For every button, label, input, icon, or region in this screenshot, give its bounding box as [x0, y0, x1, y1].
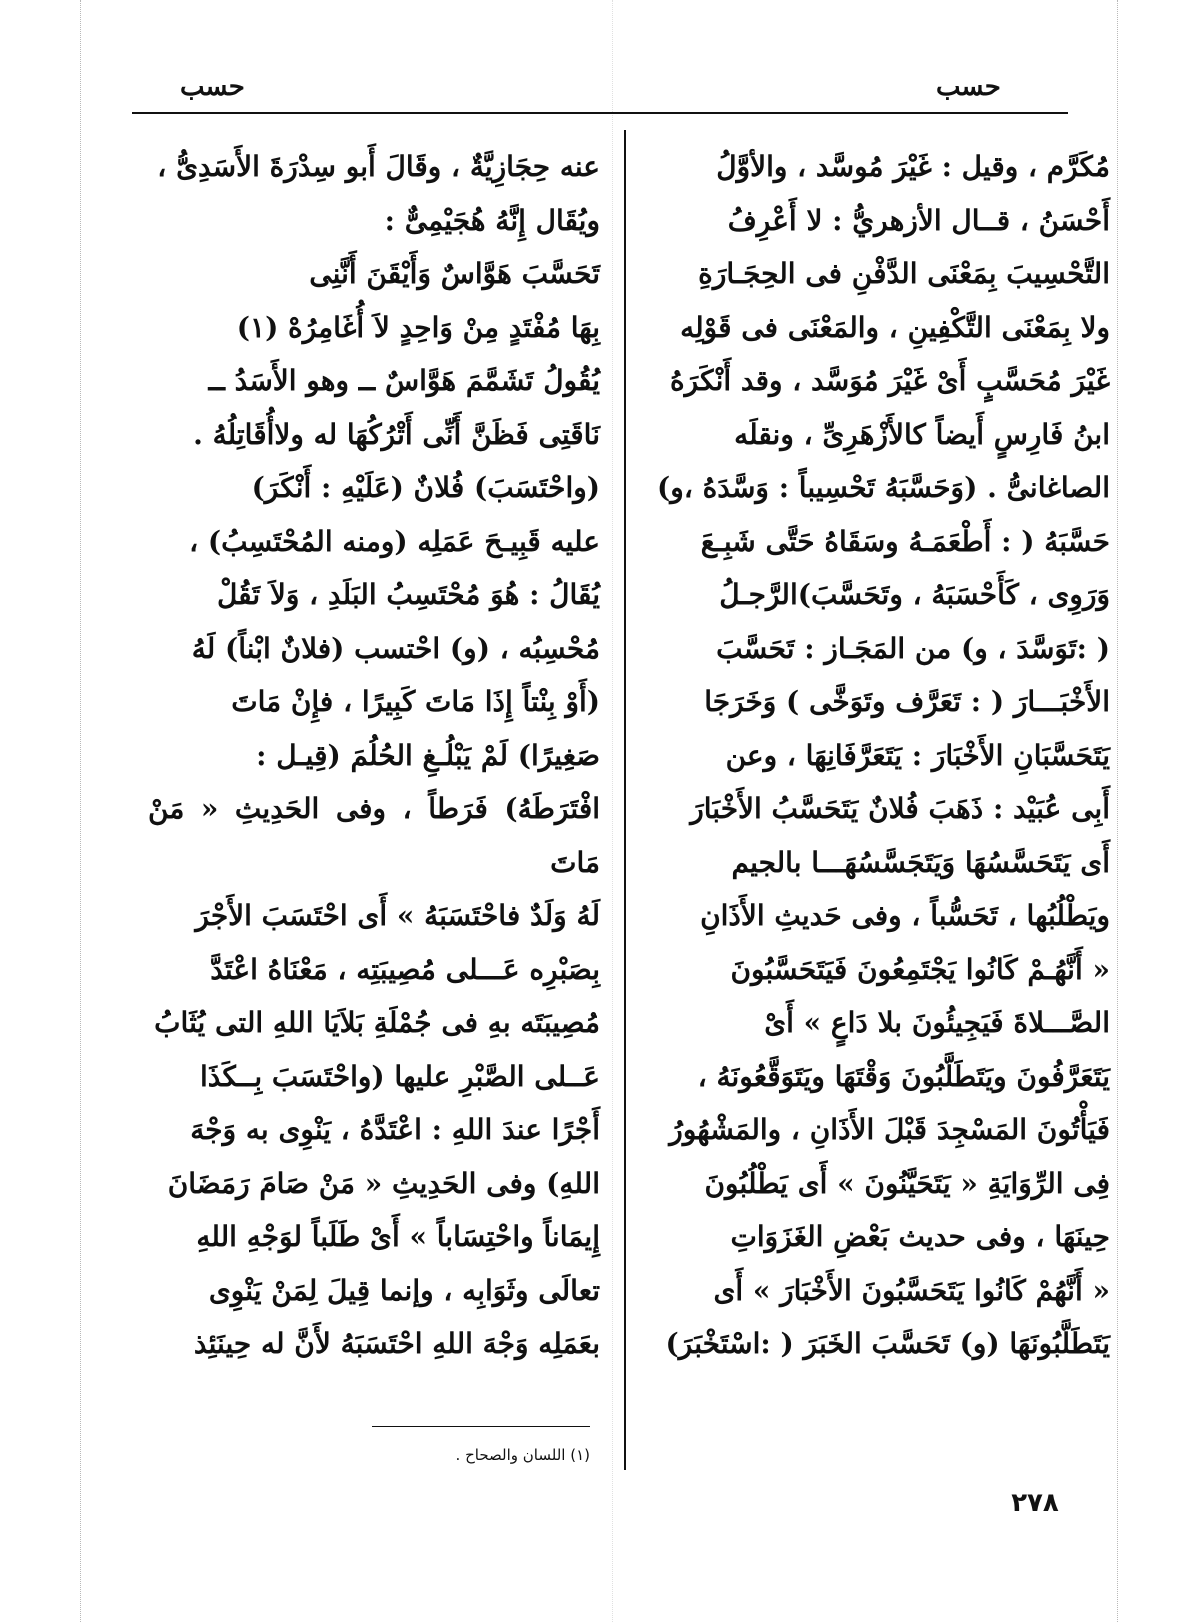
text-line: مُصِيبَتَه بهِ فى جُمْلَةِ بَلاَيَا اللهِ التى يُثَابُ: [154, 1006, 600, 1039]
text-line: حَسَّبَهُ ( : أَطْعَمَـهُ وسَقَاهُ حَتَّى شَبِـعَ: [700, 524, 1110, 558]
header-rule: [132, 112, 1068, 114]
running-header-right: حسب: [936, 72, 1001, 102]
text-line: يَتَحَسَّبَانِ الأَخْبَارَ : يَتَعَرَّفَانِهَا ، وعن: [725, 738, 1110, 772]
text-line: أَى يَتَحَسَّسُهَا وَيَتَجَسَّسُهَـــا بالجيم: [731, 845, 1110, 879]
text-line: « أَنَّهُمْ كَانُوا يَتَحَسَّبُونَ الأَخْبَارَ » أَى: [713, 1273, 1110, 1307]
text-line: صَغِيرًا) لَمْ يَبْلُـغِ الحُلُمَ (قِيـل :: [256, 738, 600, 772]
text-line: الأَخْبَـــارَ ( : تَعَرَّف وتَوَخَّى ) وَخَرَجَا: [704, 685, 1110, 718]
text-line: ويُقَال إِنَّهُ هُجَيْمِىٌّ :: [384, 203, 600, 237]
text-line: (واحْتَسَبَ) فُلانٌ (عَلَيْهِ : أَنْكَرَ): [251, 471, 600, 504]
text-line: عليه قَبِيـحَ عَمَلِه (ومنه المُحْتَسِبُ) ،: [189, 524, 600, 558]
text-line: عنه حِجَازِيَّةٌ ، وقَالَ أَبو سِدْرَةَ الأَسَدِىُّ ،: [157, 150, 600, 183]
text-line: ابنُ فَارِسٍ أَيضاً كالأَزْهَرِىِّ ، ونقلَه: [734, 417, 1110, 451]
text-line: (أَوْ بِنْتاً إِذَا مَاتَ كَبِيرًا ، فإِنْ مَاتَ: [231, 685, 600, 718]
text-line: أَجْرًا عندَ اللهِ : اعْتَدَّهُ ، يَنْوِى به وَجْهَ: [190, 1113, 600, 1146]
text-line: الصاغانىُّ . (وَحَسَّبَهُ تَحْسِيباً : وَسَّدَهُ ،و): [657, 471, 1110, 504]
text-line: يَتَعَرَّفُونَ ويَتَطَلَّبُونَ وَقْتَهَا ويَتَوَقَّعُونَهُ ،: [697, 1059, 1110, 1093]
text-line: تَحَسَّبَ هَوَّاسٌ وَأَيْقَنَ أَنَّنِى: [309, 257, 600, 290]
text-line: افْتَرَطَهُ) فَرَطاً ، وفى الحَدِيثِ « مَنْ مَاتَ: [148, 792, 600, 879]
text-line: حِينَهَا ، وفى حديث بَعْضِ الغَزَوَاتِ: [730, 1220, 1110, 1253]
text-line: اللهِ) وفى الحَدِيثِ « مَنْ صَامَ رَمَضَانَ: [167, 1166, 600, 1200]
text-line: ولا بِمَعْنَى التَّكْفِينِ ، والمَعْنَى فى قَوْلِه: [680, 310, 1110, 344]
text-line: مُكَرَّم ، وقيل : غَيْرَ مُوسَّد ، والأوَّلُ: [716, 150, 1110, 183]
text-line: فَيَأْتُونَ المَسْجِدَ قَبْلَ الأَذَانِ ، والمَشْهُورُ: [669, 1113, 1110, 1146]
scan-fold-guide: [612, 0, 613, 1622]
text-line: فِى الرِّوَايَةِ « يَتَحَيَّنُونَ » أَى يَطْلُبُونَ: [704, 1166, 1110, 1200]
text-line: الصَّـــلاةَ فَيَجِيئُونَ بلا دَاعٍ » أَىْ: [764, 1006, 1110, 1039]
text-line: وَرَوِى ، كَأَحْسَبَهُ ، وتَحَسَّبَ)الرَّجـلُ: [719, 578, 1110, 611]
text-line: مُحْسِبُه ، (و) احْتسب (فلانٌ ابْناً) لَهُ: [191, 631, 600, 665]
text-line: ( :تَوَسَّدَ ، و) من المَجَـاز : تَحَسَّبَ: [716, 631, 1110, 665]
text-line: بعَمَلِه وَجْهَ اللهِ احْتَسَبَهُ لأَنَّ له حِينَئِذ: [193, 1327, 600, 1360]
text-line: غَيْرَ مُحَسَّبٍ أَىْ غَيْرَ مُوَسَّد ، وقد أَنْكَرَهُ: [670, 364, 1110, 397]
text-line: يُقُولُ تَشَمَّمَ هَوَّاسٌ ــ وهو الأَسَدُ ــ: [208, 364, 600, 397]
left-column: [148, 140, 600, 1371]
column-divider: [624, 130, 626, 1470]
text-line: إِيمَاناً واحْتِسَاباً » أَىْ طَلَباً لوَجْهِ اللهِ: [196, 1220, 600, 1253]
footnote-rule: [372, 1426, 590, 1427]
text-line: يُقَالُ : هُوَ مُحْتَسِبُ البَلَدِ ، وَلاَ تَقُلْ: [216, 578, 600, 611]
running-header-left: حسب: [180, 72, 245, 102]
scan-margin-guide: [1117, 0, 1118, 1622]
right-column: [640, 140, 1110, 1371]
footnote: (١) اللسان والصحاح .: [455, 1446, 590, 1464]
text-line: عَــلى الصَّبْرِ عليها (واحْتَسَبَ بِــكَذَا: [200, 1059, 600, 1093]
text-line: نَاقَتِى فَظَنَّ أَنِّى أَتْرُكُهَا له ولاأُقَاتِلُهُ .: [193, 417, 600, 451]
text-line: « أَنَّهُـمْ كَانُوا يَجْتَمِعُونَ فَيَتَحَسَّبُونَ: [730, 952, 1110, 986]
scan-margin-guide: [80, 0, 81, 1622]
text-line: ويَطْلُبُها ، تَحَسُّباً ، وفى حَديثِ الأَذَانِ: [700, 899, 1110, 932]
text-line: بِهَا مُفْتَدٍ مِنْ وَاحِدٍ لاَ أُغَامِرُهْ (١): [236, 310, 600, 344]
text-line: التَّحْسِيبَ بِمَعْنَى الدَّفْنِ فى الحِجَـارَةِ: [698, 257, 1110, 290]
page-number: ٢٧٨: [1011, 1488, 1059, 1518]
text-line: بِصَبْرِه عَـــلى مُصِيبَتِه ، مَعْنَاهُ اعْتَدَّ: [210, 952, 600, 986]
text-line: أَبِى عُبَيْد : ذَهَبَ فُلانٌ يَتَحَسَّبُ الأَخْبَارَ: [690, 792, 1110, 825]
text-line: يَتَطَلَّبُونَهَا (و) تَحَسَّبَ الخَبَرَ ( :اسْتَخْبَرَ): [665, 1327, 1110, 1360]
text-line: أَحْسَنُ ، قــال الأزهريُّ : لا أَعْرِفُ: [727, 203, 1110, 237]
text-line: لَهُ وَلَدٌ فاحْتَسَبَهُ » أَى احْتَسَبَ الأَجْرَ: [195, 899, 600, 932]
text-line: تعالَى وثَوَابِه ، وإنما قِيلَ لِمَنْ يَنْوِى: [208, 1273, 600, 1307]
